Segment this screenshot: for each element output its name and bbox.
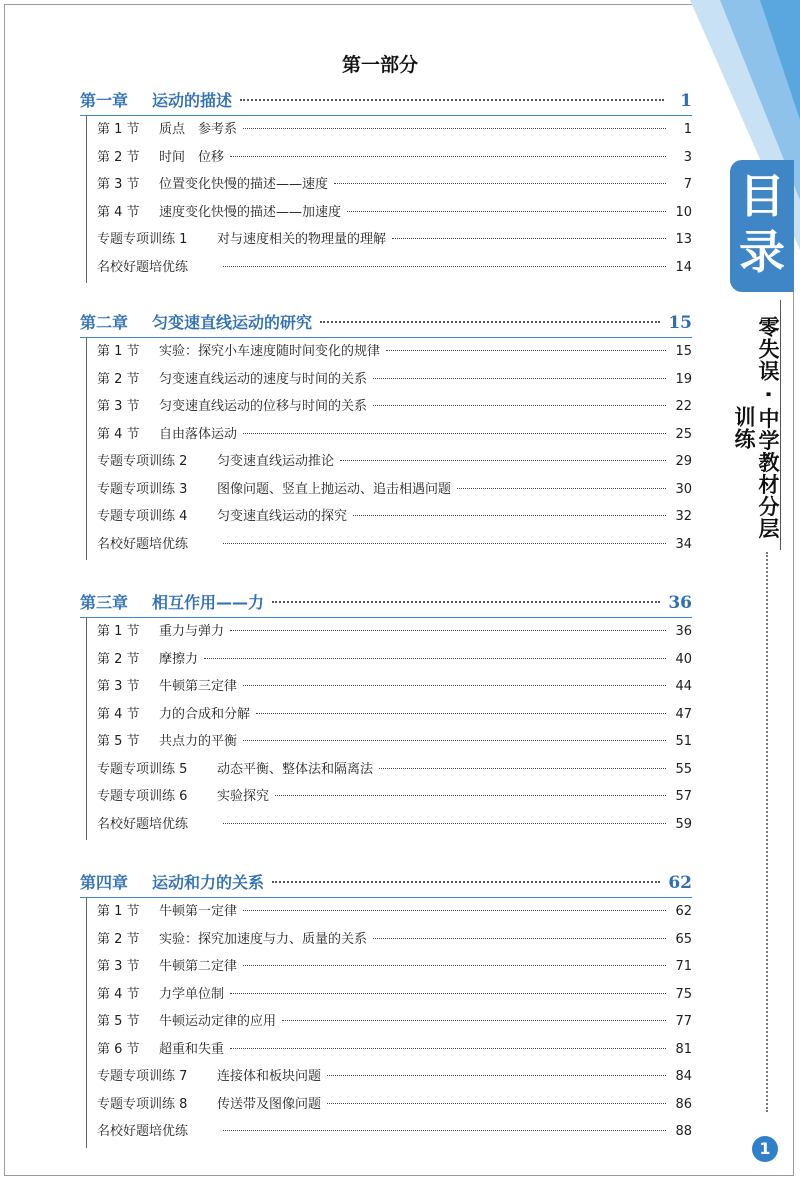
toc-entry[interactable] bbox=[97, 201, 692, 229]
leader-dots bbox=[243, 910, 666, 911]
chapter-number: 第三章 bbox=[80, 593, 129, 612]
entry-page: 32 bbox=[675, 509, 692, 524]
leader-dots bbox=[230, 156, 666, 157]
entry-page: 84 bbox=[675, 1069, 692, 1084]
toc-side-tab bbox=[730, 160, 794, 292]
entry-title: 时间 位移 bbox=[159, 149, 225, 165]
leader-dots bbox=[327, 1075, 666, 1076]
toc-entry[interactable] bbox=[97, 703, 692, 731]
entry-page: 51 bbox=[675, 734, 692, 749]
chapter-title: 运动的描述 bbox=[152, 91, 233, 110]
leader-dots bbox=[272, 881, 660, 883]
entry-label: 第 4 节 bbox=[97, 426, 140, 442]
entry-page: 40 bbox=[675, 651, 692, 667]
entry-page: 59 bbox=[675, 816, 692, 832]
toc-entry[interactable] bbox=[97, 648, 692, 676]
entry-page: 62 bbox=[675, 904, 692, 919]
entry-page: 57 bbox=[675, 789, 692, 804]
leader-dots bbox=[353, 515, 666, 516]
leader-dots bbox=[223, 823, 666, 824]
entry-label: 第 1 节 bbox=[97, 904, 140, 919]
entry-page: 13 bbox=[675, 232, 692, 247]
leader-dots bbox=[272, 601, 660, 603]
entry-page: 88 bbox=[675, 1124, 692, 1139]
leader-dots bbox=[320, 321, 660, 323]
toc-entry[interactable] bbox=[97, 533, 692, 561]
toc-entry[interactable] bbox=[97, 900, 692, 928]
entry-label: 专题专项训练 3 bbox=[97, 481, 188, 497]
leader-dots bbox=[392, 238, 666, 239]
entry-page: 44 bbox=[675, 679, 692, 694]
entry-label: 第 2 节 bbox=[97, 651, 140, 667]
toc-entry[interactable] bbox=[97, 620, 692, 648]
leader-dots bbox=[334, 183, 666, 184]
entry-title: 摩擦力 bbox=[159, 651, 199, 667]
leader-dots bbox=[373, 405, 666, 406]
chapter-items bbox=[86, 338, 692, 560]
chapter-page: 15 bbox=[668, 313, 692, 333]
leader-dots bbox=[223, 266, 666, 267]
chapter-heading[interactable] bbox=[80, 88, 692, 116]
entry-title: 自由落体运动 bbox=[159, 426, 238, 442]
chapter-heading[interactable] bbox=[80, 310, 692, 338]
leader-dots bbox=[243, 965, 666, 966]
entry-page: 15 bbox=[675, 344, 692, 359]
side-tab-char-2: 录 bbox=[739, 225, 785, 279]
toc-entry[interactable] bbox=[97, 928, 692, 956]
entry-page: 14 bbox=[675, 259, 692, 275]
chapter-title: 匀变速直线运动的研究 bbox=[152, 313, 313, 332]
toc-entry[interactable] bbox=[97, 228, 692, 256]
chapter-number: 第二章 bbox=[80, 313, 129, 332]
leader-dots bbox=[282, 1020, 666, 1021]
leader-dots bbox=[256, 713, 666, 714]
chapter-section bbox=[80, 310, 692, 560]
chapter-section bbox=[80, 590, 692, 840]
entry-title: 匀变速直线运动推论 bbox=[217, 454, 335, 469]
entry-label: 第 2 节 bbox=[97, 931, 140, 947]
entry-page: 29 bbox=[675, 454, 692, 469]
entry-title: 实验：探究小车速度随时间变化的规律 bbox=[159, 344, 381, 359]
chapter-items bbox=[86, 898, 692, 1148]
leader-dots bbox=[275, 795, 666, 796]
toc-entry[interactable] bbox=[97, 395, 692, 423]
entry-page: 10 bbox=[675, 204, 692, 220]
leader-dots bbox=[373, 378, 666, 379]
entry-label: 第 5 节 bbox=[97, 1014, 140, 1029]
entry-title: 位置变化快慢的描述——速度 bbox=[159, 177, 329, 192]
entry-title: 对与速度相关的物理量的理解 bbox=[217, 232, 387, 247]
toc-entry[interactable] bbox=[97, 675, 692, 703]
chapter-section bbox=[80, 870, 692, 1148]
leader-dots bbox=[230, 630, 666, 631]
entry-title: 图像问题、竖直上抛运动、追击相遇问题 bbox=[217, 481, 452, 497]
chapter-items bbox=[86, 618, 692, 840]
entry-label: 第 2 节 bbox=[97, 371, 140, 387]
entry-label: 第 3 节 bbox=[97, 177, 140, 192]
entry-page: 86 bbox=[675, 1096, 692, 1112]
entry-title: 牛顿运动定律的应用 bbox=[159, 1014, 277, 1029]
toc-entry[interactable] bbox=[97, 423, 692, 451]
entry-label: 第 1 节 bbox=[97, 122, 140, 137]
entry-label: 名校好题培优练 bbox=[97, 816, 189, 832]
entry-title: 质点 参考系 bbox=[159, 122, 238, 137]
entry-label: 专题专项训练 1 bbox=[97, 232, 188, 247]
leader-dots bbox=[230, 993, 666, 994]
leader-dots bbox=[240, 99, 664, 101]
entry-label: 第 4 节 bbox=[97, 204, 140, 220]
entry-title: 牛顿第一定律 bbox=[159, 904, 238, 919]
leader-dots bbox=[373, 938, 666, 939]
entry-page: 81 bbox=[675, 1041, 692, 1057]
entry-label: 第 1 节 bbox=[97, 344, 140, 359]
entry-page: 65 bbox=[675, 931, 692, 947]
toc-entry[interactable] bbox=[97, 256, 692, 284]
toc-entry[interactable] bbox=[97, 730, 692, 758]
entry-label: 专题专项训练 5 bbox=[97, 761, 188, 777]
toc-entry[interactable] bbox=[97, 758, 692, 786]
entry-label: 第 3 节 bbox=[97, 399, 140, 414]
entry-title: 牛顿第三定律 bbox=[159, 679, 238, 694]
toc-entry[interactable] bbox=[97, 813, 692, 841]
entry-page: 47 bbox=[675, 706, 692, 722]
entry-page: 30 bbox=[675, 481, 692, 497]
entry-label: 第 1 节 bbox=[97, 624, 140, 639]
toc-entry[interactable] bbox=[97, 340, 692, 368]
chapter-number: 第四章 bbox=[80, 873, 129, 892]
entry-title: 传送带及图像问题 bbox=[217, 1096, 322, 1112]
entry-page: 3 bbox=[683, 149, 692, 165]
entry-label: 名校好题培优练 bbox=[97, 1124, 189, 1139]
entry-label: 名校好题培优练 bbox=[97, 536, 189, 552]
entry-title: 共点力的平衡 bbox=[159, 734, 238, 749]
page-number-badge: 1 bbox=[752, 1136, 778, 1162]
entry-page: 1 bbox=[683, 122, 692, 137]
entry-title: 重力与弹力 bbox=[159, 624, 225, 639]
chapter-title: 运动和力的关系 bbox=[152, 873, 265, 892]
leader-dots bbox=[243, 685, 666, 686]
entry-page: 34 bbox=[675, 536, 692, 552]
entry-page: 19 bbox=[675, 371, 692, 387]
leader-dots bbox=[386, 350, 666, 351]
entry-title: 牛顿第二定律 bbox=[159, 959, 238, 974]
leader-dots bbox=[230, 1048, 666, 1049]
toc-entry[interactable] bbox=[97, 173, 692, 201]
entry-page: 25 bbox=[675, 426, 692, 442]
entry-title: 力的合成和分解 bbox=[159, 706, 251, 722]
leader-dots bbox=[243, 740, 666, 741]
toc-entry[interactable] bbox=[97, 983, 692, 1011]
toc-entry[interactable] bbox=[97, 1093, 692, 1121]
side-divider bbox=[780, 300, 781, 550]
toc-entry[interactable] bbox=[97, 450, 692, 478]
chapter-page: 36 bbox=[668, 593, 692, 613]
leader-dots bbox=[243, 128, 666, 129]
toc-entry[interactable] bbox=[97, 368, 692, 396]
entry-title: 力学单位制 bbox=[159, 986, 225, 1002]
entry-page: 71 bbox=[675, 959, 692, 974]
side-dotted-line bbox=[766, 552, 768, 1112]
entry-title: 匀变速直线运动的速度与时间的关系 bbox=[159, 371, 368, 387]
entry-title: 超重和失重 bbox=[159, 1041, 225, 1057]
entry-label: 专题专项训练 4 bbox=[97, 509, 188, 524]
entry-label: 第 3 节 bbox=[97, 679, 140, 694]
toc-entry[interactable] bbox=[97, 118, 692, 146]
entry-title: 连接体和板块问题 bbox=[217, 1069, 322, 1084]
entry-label: 第 4 节 bbox=[97, 706, 140, 722]
entry-label: 第 3 节 bbox=[97, 959, 140, 974]
toc-entry[interactable] bbox=[97, 1038, 692, 1066]
entry-title: 动态平衡、整体法和隔离法 bbox=[217, 761, 374, 777]
entry-page: 55 bbox=[675, 761, 692, 777]
chapter-items bbox=[86, 116, 692, 283]
leader-dots bbox=[204, 658, 666, 659]
leader-dots bbox=[457, 488, 666, 489]
toc-entry[interactable] bbox=[97, 505, 692, 533]
entry-title: 实验探究 bbox=[217, 789, 270, 804]
leader-dots bbox=[379, 768, 666, 769]
chapter-heading[interactable] bbox=[80, 590, 692, 618]
part-title: 第一部分 bbox=[341, 54, 418, 76]
entry-label: 第 5 节 bbox=[97, 734, 140, 749]
chapter-number: 第一章 bbox=[80, 91, 129, 110]
entry-page: 77 bbox=[675, 1014, 692, 1029]
entry-label: 专题专项训练 8 bbox=[97, 1096, 188, 1112]
leader-dots bbox=[340, 460, 666, 461]
entry-label: 第 2 节 bbox=[97, 149, 140, 165]
entry-page: 22 bbox=[675, 399, 692, 414]
entry-title: 速度变化快慢的描述——加速度 bbox=[159, 204, 342, 220]
entry-page: 7 bbox=[683, 177, 692, 192]
leader-dots bbox=[223, 543, 666, 544]
leader-dots bbox=[327, 1103, 666, 1104]
chapter-section bbox=[80, 88, 692, 283]
chapter-title: 相互作用——力 bbox=[152, 593, 265, 612]
toc-entry[interactable] bbox=[97, 146, 692, 174]
series-name: 零失误 · 中学教材分层训练 bbox=[732, 316, 780, 540]
entry-label: 第 6 节 bbox=[97, 1041, 140, 1057]
entry-label: 第 4 节 bbox=[97, 986, 140, 1002]
entry-label: 专题专项训练 7 bbox=[97, 1069, 188, 1084]
toc-entry[interactable] bbox=[97, 1065, 692, 1093]
leader-dots bbox=[347, 211, 666, 212]
chapter-heading[interactable] bbox=[80, 870, 692, 898]
toc-entry[interactable] bbox=[97, 478, 692, 506]
entry-label: 专题专项训练 6 bbox=[97, 789, 188, 804]
toc-entry[interactable] bbox=[97, 1010, 692, 1038]
leader-dots bbox=[243, 433, 666, 434]
entry-page: 36 bbox=[675, 624, 692, 639]
leader-dots bbox=[223, 1130, 666, 1131]
entry-title: 匀变速直线运动的位移与时间的关系 bbox=[159, 399, 368, 414]
side-tab-char-1: 目 bbox=[739, 169, 785, 223]
entry-label: 名校好题培优练 bbox=[97, 259, 189, 275]
entry-title: 实验：探究加速度与力、质量的关系 bbox=[159, 931, 368, 947]
toc-entry[interactable] bbox=[97, 785, 692, 813]
entry-page: 75 bbox=[675, 986, 692, 1002]
entry-label: 专题专项训练 2 bbox=[97, 454, 188, 469]
chapter-page: 62 bbox=[668, 873, 692, 893]
toc-entry[interactable] bbox=[97, 955, 692, 983]
chapter-page: 1 bbox=[680, 91, 692, 111]
toc-entry[interactable] bbox=[97, 1120, 692, 1148]
entry-title: 匀变速直线运动的探究 bbox=[217, 509, 348, 524]
